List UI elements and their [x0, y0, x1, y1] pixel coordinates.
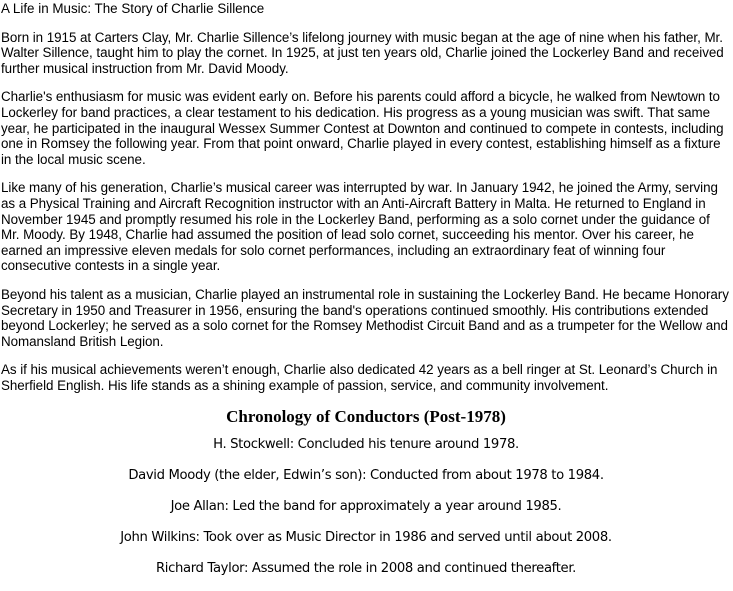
paragraph-bell-ringer: As if his musical achievements weren’t enough, Charlie also dedicated 42 years as a bell ringer at St. Leonard’s Church in Sherfield English. His life stands as a shining example of passion, service, and community involvement.	[1, 362, 718, 393]
chronology-item: Joe Allan: Led the band for approximately a year around 1985.	[170, 499, 562, 515]
paragraph-enthusiasm: Charlie's enthusiasm for music was evident early on. Before his parents could afford a bicycle, he walked from Newtown to Lockerley for band practices, a clear testament to his dedication. His progress as a young musician was swift. That same year, he participated in the inaugural Wessex Summer Contest at Downton and continued to compete in contests, including one in Romsey the following year. From that point onward, Charlie played in every contest, establishing himself as a fixture in the local music scene.	[1, 89, 724, 167]
chronology-item: John Wilkins: Took over as Music Director in 1986 and served until about 2008.	[120, 530, 612, 546]
paragraph-band-roles: Beyond his talent as a musician, Charlie played an instrumental role in sustaining the Lockerley Band. He became Honorary Secretary in 1950 and Treasurer in 1956, ensuring the band's operations continued smoothly. His contributions extended beyond Lockerley; he served as a solo cornet for the Romsey Methodist Circuit Band and as a trumpeter for the Wellow and Nomansland British Legion.	[1, 286, 729, 349]
chronology-item: David Moody (the elder, Edwin’s son): Conducted from about 1978 to 1984.	[128, 468, 604, 484]
paragraph-early-life: Born in 1915 at Carters Clay, Mr. Charlie Sillence’s lifelong journey with music began at the age of nine when his father, Mr. Walter Sillence, taught him to play the cornet. In 1925, at just ten years old, Charlie joined the Lockerley Band and received further musical instruction from Mr. David Moody.	[1, 29, 724, 76]
paragraph-war-service: Like many of his generation, Charlie’s musical career was interrupted by war. In January 1942, he joined the Army, serving as a Physical Training and Aircraft Recognition instructor with an Anti-Aircraft Battery in Malta. He returned to England in November 1945 and promptly resumed his role in the Lockerley Band, performing as a solo cornet under the guidance of Mr. Moody. By 1948, Charlie had assumed the position of lead solo cornet, succeeding his mentor. Over his career, he earned an impressive eleven medals for solo cornet performances, including an extraordinary feat of winning four consecutive contests in a single year.	[1, 180, 718, 274]
chronology-list	[1, 437, 731, 577]
chronology-heading: Chronology of Conductors (Post-1978)	[226, 407, 506, 427]
chronology-item: Richard Taylor: Assumed the role in 2008 and continued thereafter.	[155, 561, 577, 577]
document	[1, 0, 731, 577]
chronology-item: H. Stockwell: Concluded his tenure around 1978.	[213, 437, 519, 453]
document-title: A Life in Music: The Story of Charlie Sillence	[1, 1, 265, 16]
